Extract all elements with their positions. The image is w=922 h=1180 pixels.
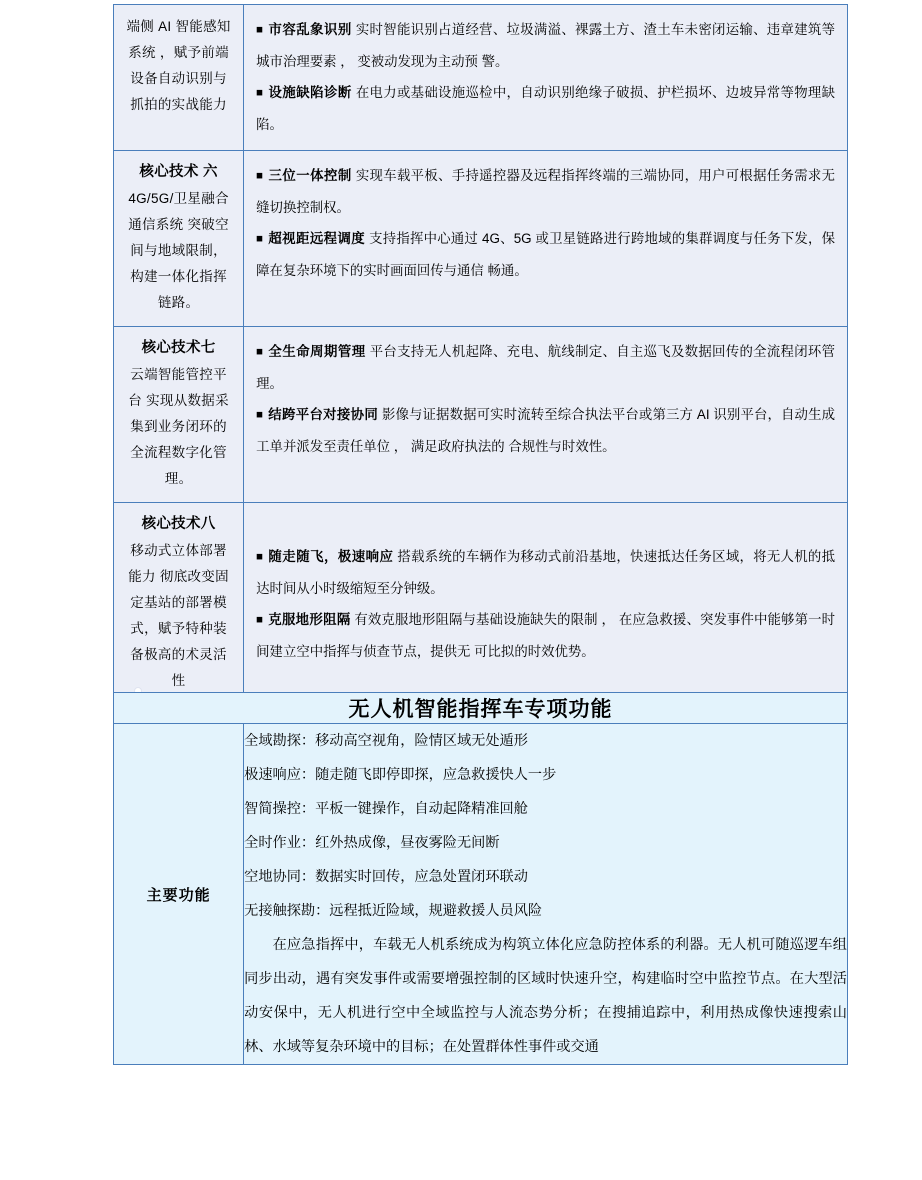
table-row <box>114 151 848 327</box>
bullet-item <box>256 223 835 286</box>
core-row-body-cell-1 <box>244 151 848 327</box>
bullet-term: 设施缺陷诊断 <box>268 85 352 100</box>
core-label-desc-0: 端侧 AI 智能感知系统 ，赋予前端设备自动识别与抓拍的实战能力 <box>126 19 231 112</box>
square-bullet-icon: ■ <box>256 24 264 36</box>
table-row <box>114 724 848 1065</box>
core-row-body-cell-3 <box>244 503 848 705</box>
core-label-title-3: 核心技术八 <box>141 516 216 532</box>
bullet-text: 搭载系统的车辆作为移动式前沿基地，快速抵达任务区域，将无人机的抵达时间从小时级缩短至分钟级。 <box>256 549 835 596</box>
square-bullet-icon: ■ <box>256 346 264 358</box>
core-technology-table <box>113 4 848 705</box>
bullet-text: 在电力或基础设施巡检中，自动识别绝缘子破损、护栏损坏、边坡异常等物理缺陷。 <box>256 85 835 132</box>
core-label-desc-2: 云端智能管控平台 实现从数据采集到业务闭环的全流程数字化管理。 <box>128 367 229 486</box>
bullet-term: 克服地形阻隔 <box>268 612 351 627</box>
square-bullet-icon: ■ <box>256 409 264 421</box>
core-label-title-1: 核心技术 六 <box>139 164 218 180</box>
core-row-label-cell-1 <box>114 151 244 327</box>
label-cell-content-1 <box>114 151 243 326</box>
func-paragraph: 在应急指挥中，车载无人机系统成为构筑立体化应急防控体系的利器。无人机可随巡逻车组同步出动，遇有突发事件或需要增强控制的区域时快速升空，构建临时空中监控节点。在大型活动安保中，无人机进行空中全域监控与人流态势分析；在搜捕追踪中，利用热成像快速搜索山林、水域等复杂环境中的目标；在处置群体性事件或交通 <box>244 937 847 1055</box>
table-row-header <box>114 693 848 724</box>
func-row-body <box>244 724 848 1065</box>
body-cell-content-3 <box>244 503 847 677</box>
bullet-text: 平台支持无人机起降、充电、航线制定、自主巡飞及数据回传的全流程闭环管理。 <box>256 344 835 391</box>
bullet-text: 影像与证据数据可实时流转至综合执法平台或第三方 AI 识别平台，自动生成工单并派发至责任单位 ， 满足政府执法的 合规性与时效性。 <box>256 407 835 454</box>
bullet-item <box>256 336 835 399</box>
bullet-text: 实现车载平板、手持遥控器及远程指挥终端的三端协同，用户可根据任务需求无缝切换控制权。 <box>256 168 835 215</box>
label-cell-content-2 <box>114 327 243 502</box>
table-row <box>114 5 848 151</box>
square-bullet-icon: ■ <box>256 614 264 626</box>
square-bullet-icon: ■ <box>256 551 264 563</box>
list-item: 无接触探勘：远程抵近险域，规避救援人员风险 <box>244 903 543 919</box>
list-item: 空地协同：数据实时回传，应急处置闭环联动 <box>244 869 528 885</box>
core-row-body-cell-2 <box>244 327 848 503</box>
bullet-item <box>256 77 835 140</box>
body-cell-content-1 <box>244 151 847 296</box>
bullet-item <box>256 541 835 604</box>
bullet-term: 随走随飞，极速响应 <box>268 549 394 564</box>
bullet-term: 市容乱象识别 <box>268 22 352 37</box>
bullet-item <box>256 14 835 77</box>
core-row-label-cell-3 <box>114 503 244 705</box>
bullet-term: 全生命周期管理 <box>268 344 366 359</box>
bullet-item <box>256 604 835 667</box>
bullet-term: 三位一体控制 <box>268 168 352 183</box>
list-item: 全时作业：红外热成像，昼夜雾险无间断 <box>244 835 500 851</box>
label-cell-content-3 <box>114 503 243 704</box>
bullet-text: 支持指挥中心通过 4G、5G 或卫星链路进行跨地域的集群调度与任务下发，保障在复杂环境下的实时画面回传与通信 畅通。 <box>256 231 835 278</box>
square-bullet-icon: ■ <box>256 233 264 245</box>
special-function-table <box>113 692 848 1065</box>
square-bullet-icon: ■ <box>256 87 264 99</box>
body-cell-content-0 <box>244 5 847 150</box>
table-row <box>114 503 848 705</box>
table-row <box>114 327 848 503</box>
label-cell-content-0 <box>114 5 243 128</box>
bullet-text: 实时智能识别占道经营、垃圾满溢、裸露土方、渣土车未密闭运输、违章建筑等城市治理要素 ， 变被动发现为主动预 警。 <box>256 22 835 69</box>
bullet-item <box>256 399 835 462</box>
list-item: 极速响应：随走随飞即停即探，应急救援快人一步 <box>244 767 557 783</box>
core-label-desc-3: 移动式立体部署能力 彻底改变固定基站的部署模式，赋予特种装备极高的术灵活性 <box>128 543 229 688</box>
func-row-label: 主要功能 <box>114 724 244 1065</box>
bullet-item <box>256 160 835 223</box>
core-label-desc-1: 4G/5G/卫星融合通信系统 突破空间与地域限制，构建一体化指挥链路。 <box>128 191 229 310</box>
core-label-title-2: 核心技术七 <box>141 340 216 356</box>
list-item: 全域勘探：移动高空视角，险情区域无处遁形 <box>244 733 528 749</box>
list-item: 智简操控：平板一键操作，自动起降精准回舱 <box>244 801 528 817</box>
body-cell-content-2 <box>244 327 847 472</box>
core-row-label-cell-2 <box>114 327 244 503</box>
core-row-label-cell-0 <box>114 5 244 151</box>
func-table-title: 无人机智能指挥车专项功能 <box>114 693 848 724</box>
bullet-term: 结跨平台对接协同 <box>268 407 379 422</box>
square-bullet-icon: ■ <box>256 170 264 182</box>
core-row-body-cell-0 <box>244 5 848 151</box>
bullet-term: 超视距远程调度 <box>268 231 366 246</box>
bullet-text: 有效克服地形阻隔与基础设施缺失的限制 ， 在应急救援、突发事件中能够第一时间建立空中指挥与侦查节点，提供无 可比拟的时效优势。 <box>256 612 835 659</box>
